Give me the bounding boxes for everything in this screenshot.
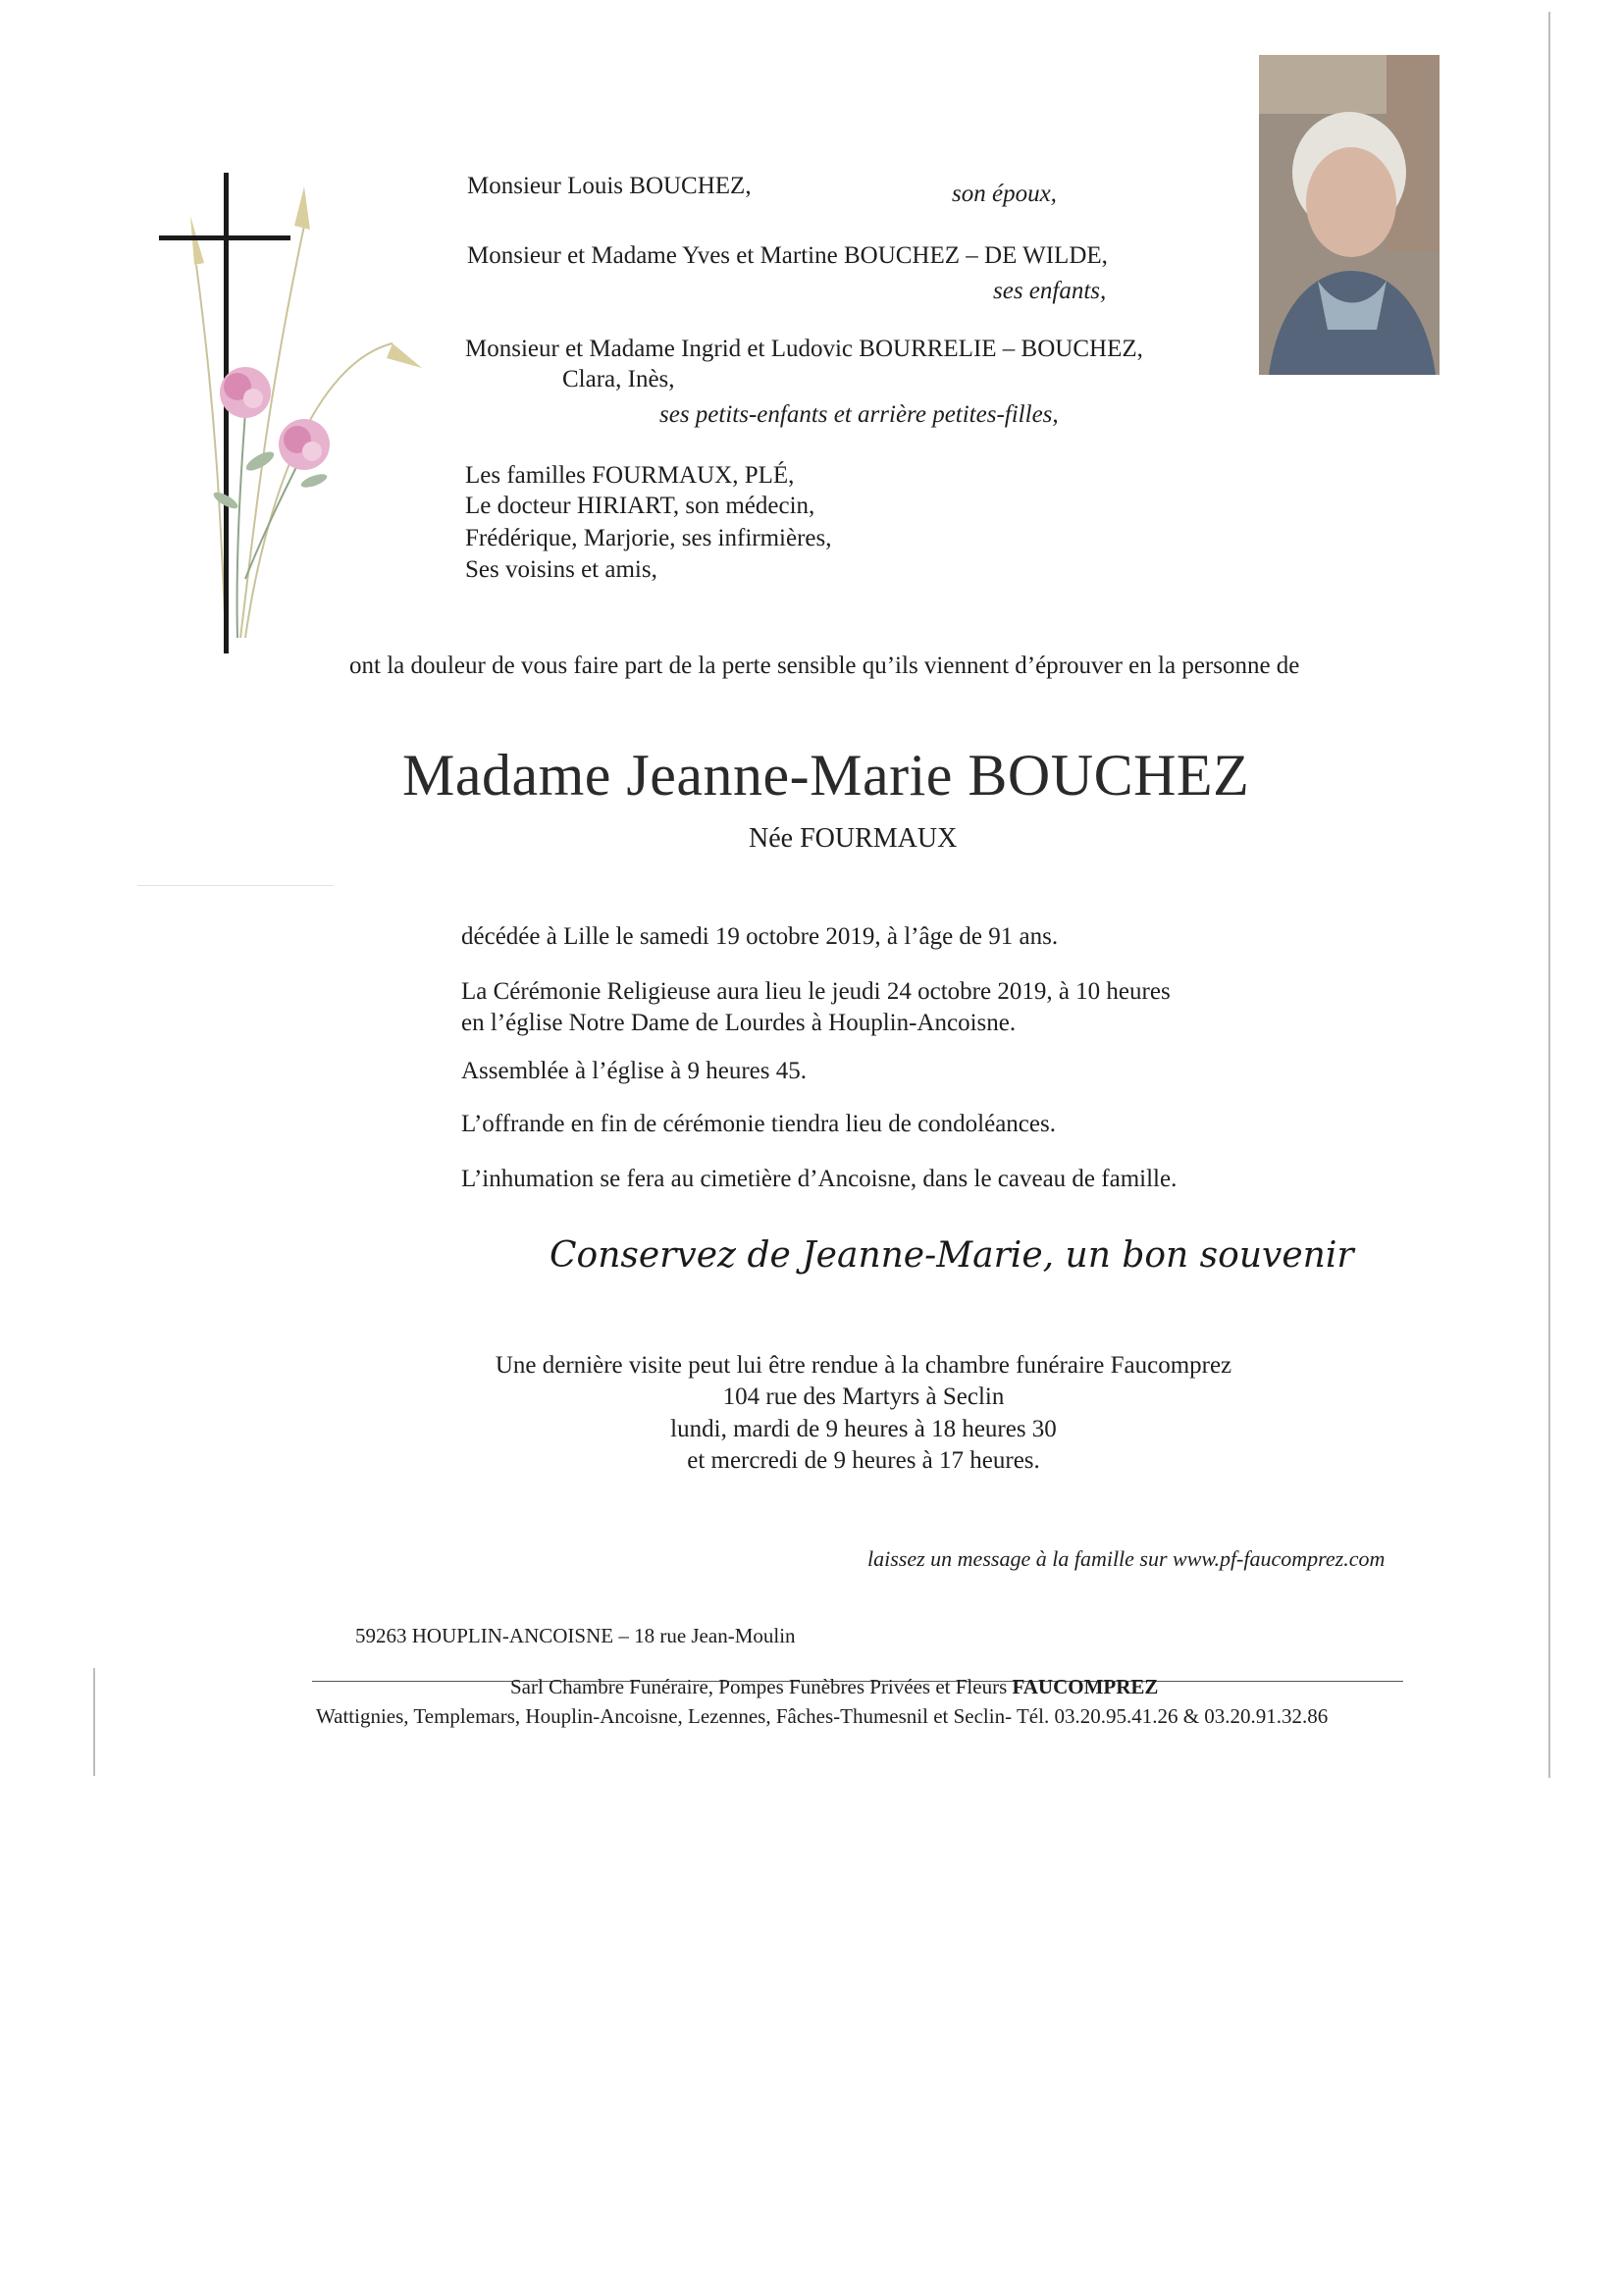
others-line-1: Les familles FOURMAUX, PLÉ, [465,462,795,489]
assembly-details: Assemblée à l’église à 9 heures 45. [461,1058,807,1084]
deceased-name: Madame Jeanne-Marie BOUCHEZ [402,743,1250,808]
cross-with-roses-and-wheat-icon [147,167,422,667]
children-role: ses enfants, [993,278,1107,304]
address-line: 59263 HOUPLIN-ANCOISNE – 18 rue Jean-Moulin [355,1624,796,1647]
ceremony-line-2: en l’église Notre Dame de Lourdes à Houplin-Ancoisne. [461,1010,1017,1036]
footer-company [510,1673,1158,1700]
portrait-photo [1259,55,1440,375]
visit-line-1: Une dernière visite peut lui être rendue à la chambre funéraire Faucomprez [495,1352,1232,1379]
others-line-3: Frédérique, Marjorie, ses infirmières, [465,525,832,551]
footer-company-prefix: Sarl Chambre Funéraire, Pompes Funèbres Privées et Fleurs [510,1675,1008,1698]
page-edge-left [93,1668,95,1776]
deceased-maiden-name: Née FOURMAUX [749,823,958,854]
others-line-2: Le docteur HIRIART, son médecin, [465,493,815,519]
visit-line-3: lundi, mardi de 9 heures à 18 heures 30 [670,1416,1057,1442]
burial-details: L’inhumation se fera au cimetière d’Ancoisne, dans le caveau de famille. [461,1166,1178,1192]
visit-line-4: et mercredi de 9 heures à 17 heures. [687,1447,1040,1474]
husband-role: son époux, [952,181,1057,207]
remembrance-text: Conservez de Jeanne-Marie, un bon souvenir [550,1235,1354,1276]
ceremony-line-1: La Cérémonie Religieuse aura lieu le jeudi 24 octobre 2019, à 10 heures [461,978,1171,1005]
footer-locations: Wattignies, Templemars, Houplin-Ancoisne, Lezennes, Fâches-Thumesnil et Seclin- Tél. 03.20.95.41.26 & 03.20.91.32.86 [316,1704,1329,1728]
website-note: laissez un message à la famille sur www.pf-faucomprez.com [867,1546,1386,1571]
death-details: décédée à Lille le samedi 19 octobre 2019, à l’âge de 91 ans. [461,923,1059,950]
fold-mark [137,885,334,886]
husband-name: Monsieur Louis BOUCHEZ, [467,173,752,199]
grandchildren-names: Clara, Inès, [562,366,675,392]
grandchildren-name: Monsieur et Madame Ingrid et Ludovic BOURRELIE – BOUCHEZ, [465,336,1143,362]
children-name: Monsieur et Madame Yves et Martine BOUCHEZ – DE WILDE, [467,242,1108,269]
offering-details: L’offrande en fin de cérémonie tiendra lieu de condoléances. [461,1111,1056,1137]
announcement-text: ont la douleur de vous faire part de la perte sensible qu’ils viennent d’éprouver en la personne de [349,652,1300,679]
others-line-4: Ses voisins et amis, [465,556,657,583]
grandchildren-role: ses petits-enfants et arrière petites-filles, [659,401,1059,428]
visit-line-2: 104 rue des Martyrs à Seclin [722,1383,1005,1410]
page-edge-right [1548,12,1550,1778]
footer-company-name: FAUCOMPREZ [1012,1675,1159,1698]
